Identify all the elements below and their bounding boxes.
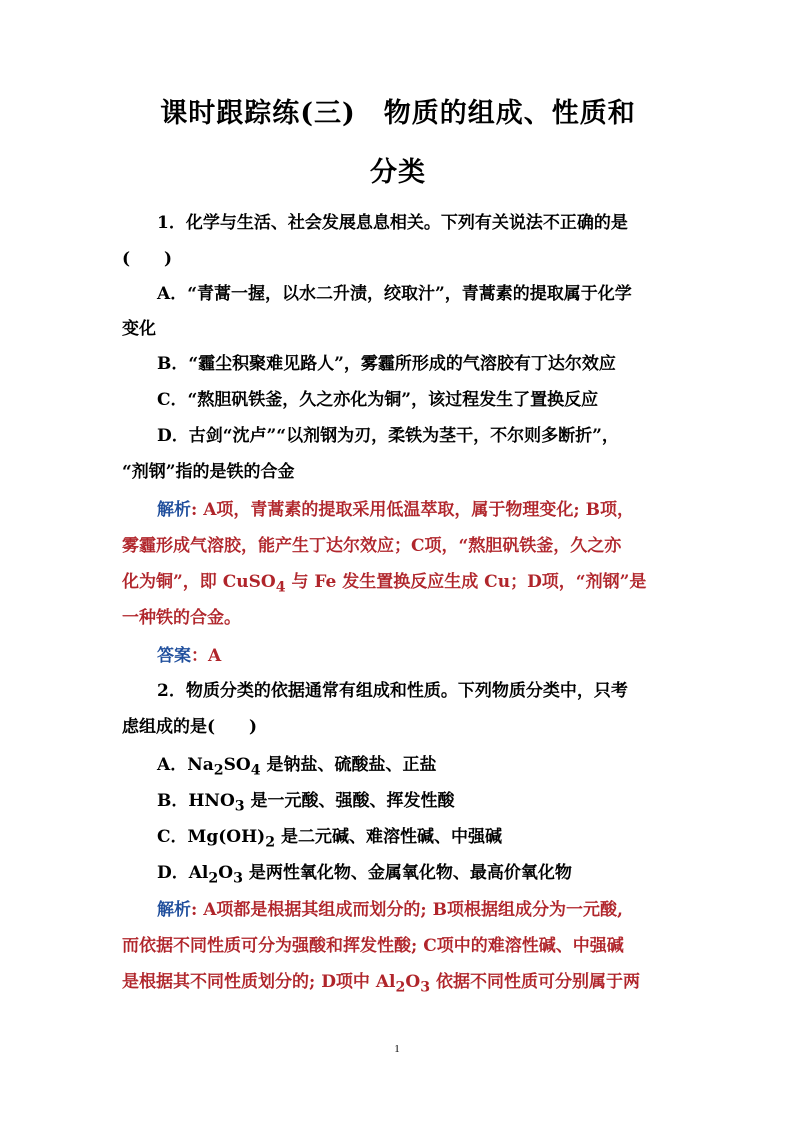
analysis-text: : A项都是根据其组成而划分的; B项根据组成分为一元酸, xyxy=(191,900,623,920)
analysis-text: : A项，青蒿素的提取采用低温萃取，属于物理变化; B项， xyxy=(191,500,634,520)
q2-stem: 2．物质分类的依据通常有组成和性质。下列物质分类中，只考 xyxy=(157,681,628,701)
q1-answer xyxy=(157,645,717,667)
q2-analysis xyxy=(157,899,717,921)
q2-option-a: A．$Na_2SO_4$ 是钠盐、硫酸盐、正盐 xyxy=(157,755,437,779)
q2-analysis-line3: 是根据其不同性质划分的; D项中 $Al_2O_3$ 依据不同性质可分别属于两 xyxy=(122,972,640,996)
q1-analysis xyxy=(157,499,717,521)
q1-option-d: D．古剑“沈卢”“以剂钢为刃，柔铁为茎干，不尔则多断折”， xyxy=(157,426,619,446)
answer-label: 答案 xyxy=(157,646,191,666)
q1-analysis-line2: 雾霾形成气溶胶，能产生丁达尔效应；C项，“熬胆矾铁釜，久之亦 xyxy=(122,536,622,556)
page-title: 课时跟踪练(三) 物质的组成、性质和 xyxy=(160,98,636,129)
q1-analysis-line3: 化为铜”，即 CuSO$_4$ 与 Fe 发生置换反应生成 Cu；D项，“剂钢”是 xyxy=(122,572,647,596)
q1-option-a: A．“青蒿一握，以水二升渍，绞取汁”，青蒿素的提取属于化学 xyxy=(157,284,632,304)
q2-stem-cont: 虑组成的是( ) xyxy=(122,717,258,737)
analysis-label: 解析 xyxy=(157,900,191,920)
analysis-label: 解析 xyxy=(157,500,191,520)
q1-option-a-cont: 变化 xyxy=(122,319,156,339)
q2-analysis-line2: 而依据不同性质可分为强酸和挥发性酸; C项中的难溶性碱、中强碱 xyxy=(122,936,624,956)
q1-analysis-line4: 一种铁的合金。 xyxy=(122,608,241,628)
page-title-continued: 分类 xyxy=(370,157,426,188)
q1-stem-blank: ( ) xyxy=(122,249,173,269)
answer-value: ：A xyxy=(191,646,222,666)
q1-option-c: C．“熬胆矾铁釜，久之亦化为铜”，该过程发生了置换反应 xyxy=(157,390,599,410)
q2-option-d: D．$Al_2O_3$ 是两性氧化物、金属氧化物、最高价氧化物 xyxy=(157,863,572,887)
q2-option-b: B．$HNO_3$ 是一元酸、强酸、挥发性酸 xyxy=(157,791,455,815)
page-number: 1 xyxy=(394,1043,400,1055)
q1-stem: 1．化学与生活、社会发展息息相关。下列有关说法不正确的是 xyxy=(157,213,628,233)
q1-option-d-cont: “剂钢”指的是铁的合金 xyxy=(122,462,295,482)
q2-option-c: C．$Mg(OH)_2$ 是二元碱、难溶性碱、中强碱 xyxy=(157,827,502,851)
q1-option-b: B．“霾尘积聚难见路人”，雾霾所形成的气溶胶有丁达尔效应 xyxy=(157,354,616,374)
